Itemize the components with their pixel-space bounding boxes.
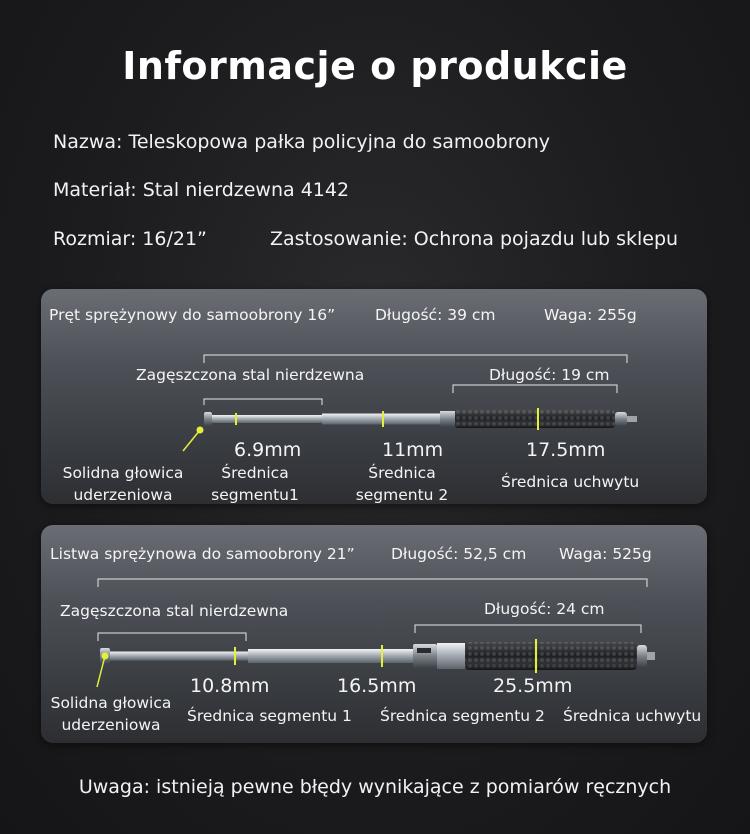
product-panel-21 bbox=[41, 525, 707, 743]
baton-segment-1 bbox=[212, 415, 322, 423]
segment-1-label: Średnica segmentu1 bbox=[211, 464, 299, 504]
product-title: Listwa sprężynowa do samoobrony 21” bbox=[50, 545, 355, 563]
product-panel-16 bbox=[41, 289, 707, 504]
baton-image bbox=[204, 410, 637, 428]
product-title: Pręt sprężynowy do samoobrony 16” bbox=[49, 306, 336, 324]
grip-length-bracket bbox=[415, 625, 641, 633]
grip-label: Średnica uchwytu bbox=[563, 707, 702, 725]
grip-length-bracket bbox=[453, 385, 617, 393]
baton-collar bbox=[440, 411, 455, 427]
steel-label: Zagęszczona stal nierdzewna bbox=[136, 366, 365, 384]
baton-segment-1 bbox=[110, 652, 248, 661]
diameter-2: 11mm bbox=[382, 439, 444, 461]
total-length-bracket bbox=[204, 355, 627, 363]
segment-1-label: Średnica segmentu 1 bbox=[187, 707, 352, 725]
head-label: Solidna głowica uderzeniowa bbox=[50, 694, 172, 735]
baton-tip bbox=[204, 412, 212, 426]
product-weight: Waga: 255g bbox=[544, 306, 637, 324]
diameter-grip: 25.5mm bbox=[493, 675, 573, 697]
baton-collar bbox=[413, 644, 437, 668]
info-name: Nazwa: Teleskopowa pałka policyjna do samoobrony bbox=[53, 131, 551, 153]
product-length: Długość: 39 cm bbox=[375, 306, 496, 324]
info-size: Rozmiar: 16/21” bbox=[53, 228, 207, 250]
steel-label: Zagęszczona stal nierdzewna bbox=[60, 602, 289, 620]
product-length: Długość: 52,5 cm bbox=[391, 545, 527, 563]
steel-bracket bbox=[98, 633, 246, 641]
baton-cap bbox=[637, 645, 647, 667]
segment-2-label: Średnica segmentu 2 bbox=[355, 464, 449, 504]
info-material: Materiał: Stal nierdzewna 4142 bbox=[53, 179, 350, 201]
diameter-2: 16.5mm bbox=[337, 675, 417, 697]
grip-length-label: Długość: 19 cm bbox=[489, 366, 610, 384]
baton-segment-2 bbox=[322, 414, 440, 425]
total-length-bracket bbox=[98, 579, 647, 587]
grip-label: Średnica uchwytu bbox=[501, 473, 640, 491]
diameter-1: 6.9mm bbox=[234, 439, 302, 461]
page-title: Informacje o produkcie bbox=[122, 44, 628, 88]
head-label: Solidna głowica uderzeniowa bbox=[62, 464, 184, 504]
segment-2-label: Średnica segmentu 2 bbox=[380, 707, 545, 725]
baton-image bbox=[100, 642, 655, 670]
info-use: Zastosowanie: Ochrona pojazdu lub sklepu bbox=[270, 228, 679, 250]
measurement-note: Uwaga: istnieją pewne błędy wynikające z pomiarów ręcznych bbox=[78, 776, 672, 798]
diameter-grip: 17.5mm bbox=[526, 439, 606, 461]
grip-length-label: Długość: 24 cm bbox=[484, 600, 605, 618]
marker-head-line bbox=[183, 430, 200, 451]
baton-cap bbox=[615, 412, 627, 426]
product-weight: Waga: 525g bbox=[559, 545, 652, 563]
baton-segment-2 bbox=[248, 649, 413, 663]
diameter-1: 10.8mm bbox=[190, 675, 270, 697]
steel-bracket bbox=[204, 399, 322, 405]
